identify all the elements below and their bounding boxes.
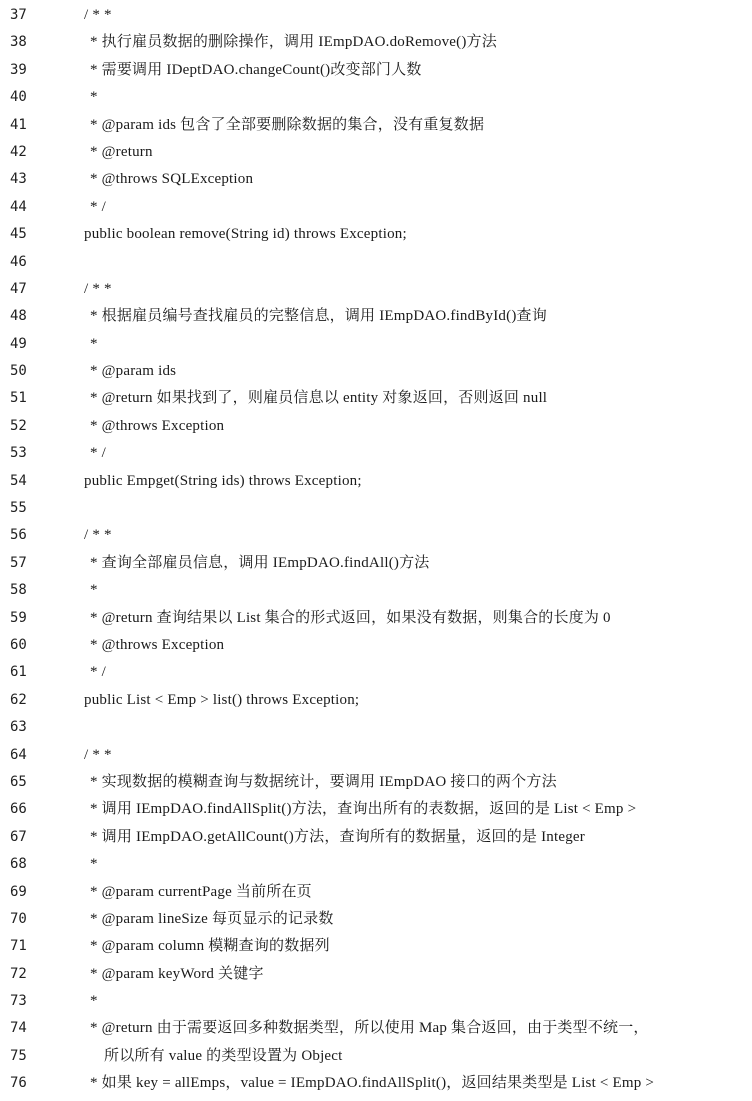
code-line [0, 221, 752, 248]
line-number: 56 [10, 527, 27, 544]
line-text: * 执行雇员数据的删除操作，调用 IEmpDAO.doRemove()方法 [90, 34, 497, 51]
line-text: * 实现数据的模糊查询与数据统计，要调用 IEmpDAO 接口的两个方法 [90, 773, 557, 790]
line-number: 58 [10, 582, 27, 599]
code-line [0, 112, 752, 139]
line-text: / * * [84, 280, 112, 297]
line-text: / * * [84, 746, 112, 763]
line-text: * [90, 335, 98, 352]
line-number: 42 [10, 143, 27, 160]
line-text: * @throws Exception [90, 636, 225, 653]
code-line [0, 413, 752, 440]
code-line [0, 249, 752, 276]
code-line [0, 57, 752, 84]
code-line [0, 933, 752, 960]
line-number: 70 [10, 910, 27, 927]
line-number: 39 [10, 61, 27, 78]
code-line [0, 2, 752, 29]
line-number: 47 [10, 280, 27, 297]
line-number: 65 [10, 773, 27, 790]
line-number: 60 [10, 636, 27, 653]
line-text: * @param ids 包含了全部要删除数据的集合，没有重复数据 [90, 116, 485, 133]
code-line [0, 331, 752, 358]
line-text: / * * [84, 527, 112, 544]
line-text: public boolean remove(String id) throws Exception; [84, 226, 407, 243]
line-number: 46 [10, 253, 27, 270]
line-number: 75 [10, 1047, 27, 1064]
code-line [0, 385, 752, 412]
line-number: 40 [10, 89, 27, 106]
line-text: * @throws SQLException [90, 171, 254, 188]
line-text: * [90, 993, 98, 1010]
line-text: * [90, 89, 98, 106]
line-text: / * * [84, 7, 112, 23]
line-text: * @param column 模糊查询的数据列 [90, 938, 330, 955]
code-line [0, 468, 752, 495]
code-line [0, 276, 752, 303]
code-line [0, 1070, 752, 1097]
code-line [0, 659, 752, 686]
line-number: 73 [10, 993, 27, 1010]
line-number: 38 [10, 34, 27, 51]
line-number: 66 [10, 801, 27, 818]
line-text: 所以所有 value 的类型设置为 Object [104, 1047, 343, 1064]
code-listing [0, 2, 752, 1098]
line-number: 72 [10, 965, 27, 982]
line-text: * 调用 IEmpDAO.findAllSplit()方法，查询出所有的表数据，返回的是 List < Emp > [90, 801, 637, 818]
line-number: 49 [10, 335, 27, 352]
line-text: * [90, 582, 98, 599]
line-number: 54 [10, 472, 27, 489]
line-number: 45 [10, 226, 27, 243]
code-line [0, 714, 752, 741]
line-text: * 查询全部雇员信息，调用 IEmpDAO.findAll()方法 [90, 554, 430, 571]
line-number: 43 [10, 171, 27, 188]
line-number: 41 [10, 116, 27, 133]
code-line [0, 961, 752, 988]
line-number: 57 [10, 554, 27, 571]
line-text: * / [90, 445, 107, 462]
code-line [0, 1015, 752, 1042]
line-number: 62 [10, 691, 27, 708]
line-number: 51 [10, 390, 27, 407]
code-line [0, 577, 752, 604]
code-line [0, 550, 752, 577]
line-text: * [90, 856, 98, 873]
code-line [0, 879, 752, 906]
code-line [0, 495, 752, 522]
code-line [0, 358, 752, 385]
code-line [0, 440, 752, 467]
line-text: * @param lineSize 每页显示的记录数 [90, 910, 334, 927]
code-line [0, 824, 752, 851]
line-text: * @return 由于需要返回多种数据类型，所以使用 Map 集合返回，由于类型不统一， [90, 1020, 649, 1037]
code-line [0, 988, 752, 1015]
line-number: 69 [10, 883, 27, 900]
code-line [0, 303, 752, 330]
line-number: 68 [10, 856, 27, 873]
line-number: 76 [10, 1075, 27, 1092]
line-number: 52 [10, 417, 27, 434]
code-line [0, 1043, 752, 1070]
code-line [0, 605, 752, 632]
line-number: 74 [10, 1020, 27, 1037]
code-line [0, 194, 752, 221]
line-text: public Empget(String ids) throws Exception; [84, 472, 362, 489]
line-text: * 如果 key = allEmps，value = IEmpDAO.findAllSplit()，返回结果类型是 List < Emp > [90, 1075, 655, 1092]
line-text: * 调用 IEmpDAO.getAllCount()方法，查询所有的数据量，返回的是 Integer [90, 828, 585, 845]
line-text: * @throws Exception [90, 417, 225, 434]
code-line [0, 769, 752, 796]
line-number: 55 [10, 500, 27, 517]
line-text: * / [90, 664, 107, 681]
code-line [0, 84, 752, 111]
line-text: * @return [90, 143, 153, 160]
code-line [0, 29, 752, 56]
line-number: 37 [10, 7, 27, 23]
code-line [0, 139, 752, 166]
code-line [0, 522, 752, 549]
line-number: 44 [10, 198, 27, 215]
line-number: 53 [10, 445, 27, 462]
line-text: * @return 查询结果以 List 集合的形式返回，如果没有数据，则集合的长度为 0 [90, 609, 611, 626]
line-text: * @return 如果找到了，则雇员信息以 entity 对象返回，否则返回 null [90, 390, 548, 407]
line-text: * @param currentPage 当前所在页 [90, 883, 312, 900]
code-line [0, 687, 752, 714]
line-number: 67 [10, 828, 27, 845]
code-line [0, 166, 752, 193]
code-line [0, 851, 752, 878]
line-number: 71 [10, 938, 27, 955]
line-number: 64 [10, 746, 27, 763]
line-number: 63 [10, 719, 27, 736]
line-text: * 根据雇员编号查找雇员的完整信息，调用 IEmpDAO.findById()查询 [90, 308, 547, 325]
code-line [0, 742, 752, 769]
line-text: * @param keyWord 关键字 [90, 965, 264, 982]
line-text: public List < Emp > list() throws Exception; [84, 691, 360, 708]
code-line [0, 906, 752, 933]
code-line [0, 796, 752, 823]
line-text: * 需要调用 IDeptDAO.changeCount()改变部门人数 [90, 61, 422, 78]
line-text: * / [90, 198, 107, 215]
line-text: * @param ids [90, 363, 177, 380]
line-number: 50 [10, 363, 27, 380]
line-number: 61 [10, 664, 27, 681]
code-line [0, 632, 752, 659]
line-number: 48 [10, 308, 27, 325]
line-number: 59 [10, 609, 27, 626]
